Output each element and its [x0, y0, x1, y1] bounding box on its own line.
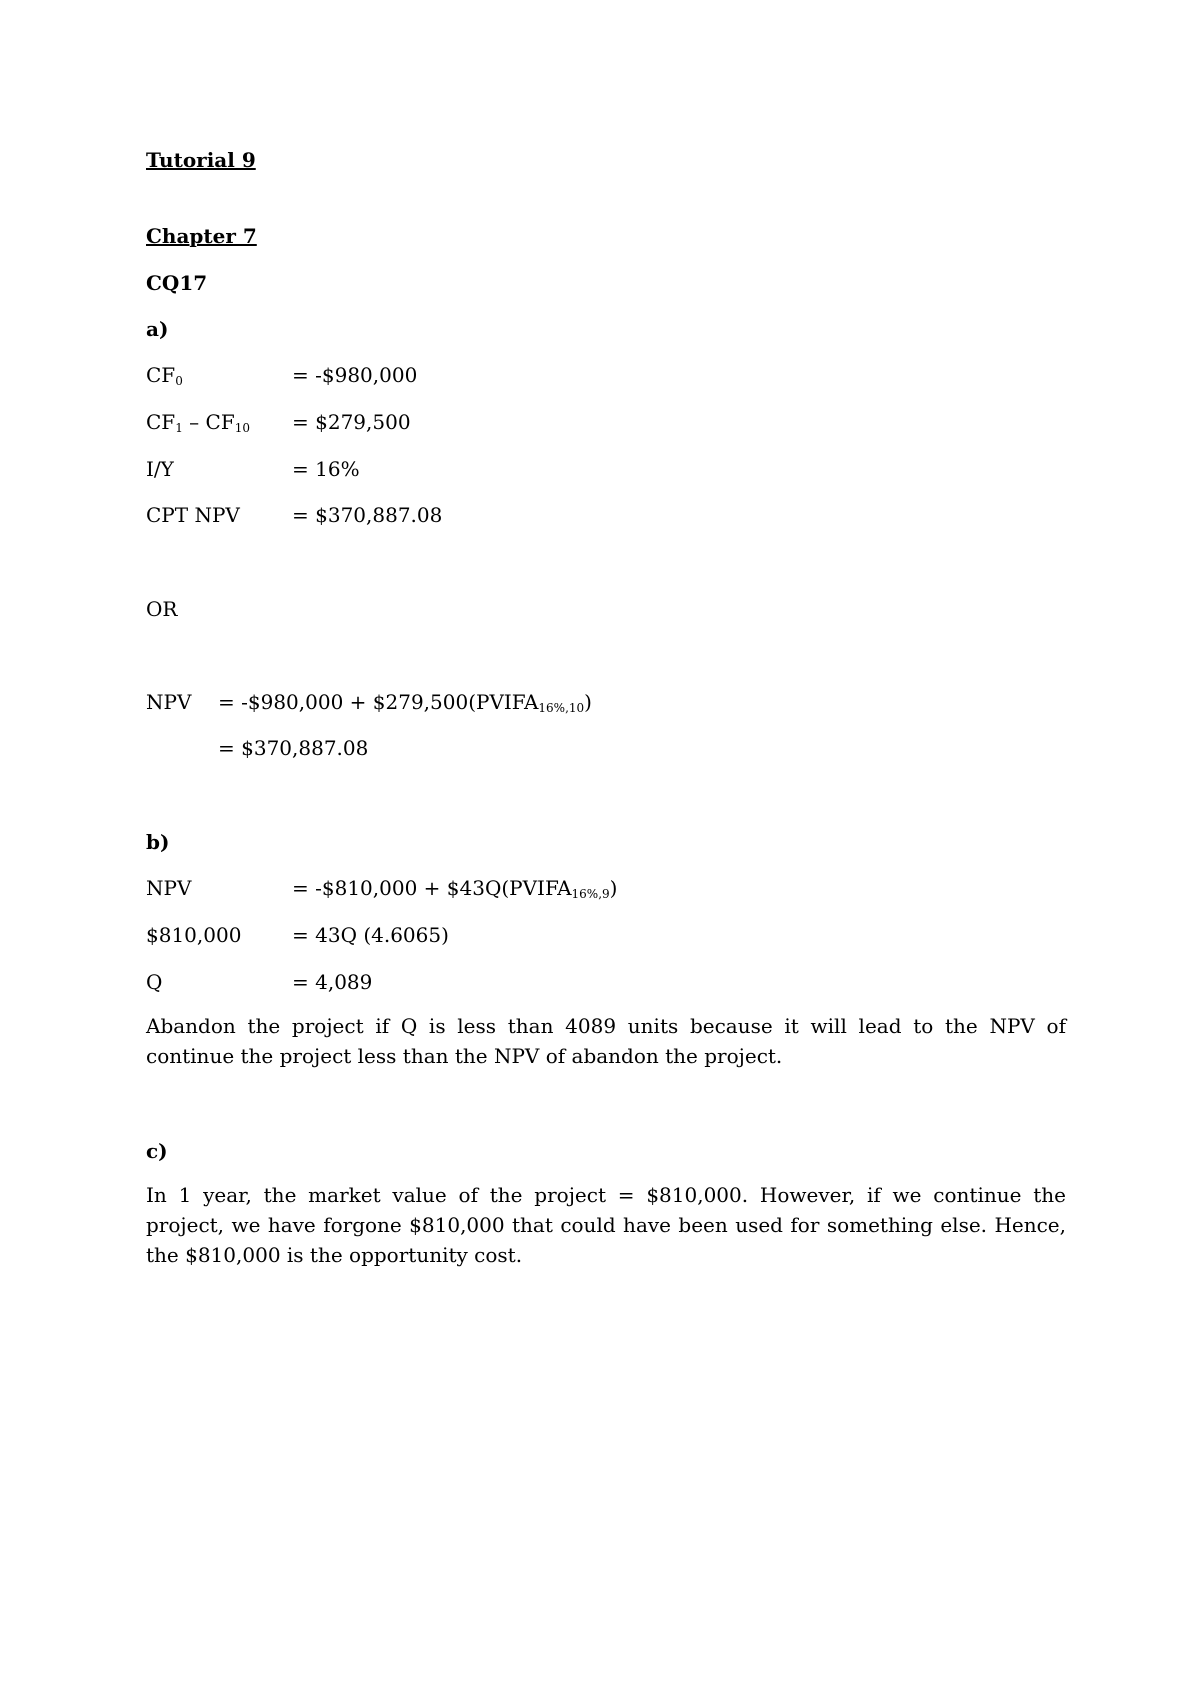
q-value: = 4,089	[292, 970, 373, 994]
iy-value: = 16%	[292, 457, 360, 481]
npv-b-label: NPV	[146, 876, 192, 900]
cf1-cf10-value: = $279,500	[292, 410, 411, 434]
cpt-npv-label: CPT NPV	[146, 503, 240, 527]
npv-formula-line2: = $370,887.08	[218, 736, 369, 760]
part-b-explanation: Abandon the project if Q is less than 4089 units because it will lead to the NPV of continue the project less than the NPV of abandon the project.	[146, 1014, 1066, 1068]
part-a-label: a)	[146, 317, 169, 341]
npv-b-value: = -$810,000 + $\$43Q(PVIFA_{16\%,9})$	[292, 876, 618, 901]
part-b-label: b)	[146, 830, 170, 854]
cpt-npv-value: = $370,887.08	[292, 503, 443, 527]
document-title: Tutorial 9	[146, 148, 256, 172]
part-c-label: c)	[146, 1139, 168, 1163]
or-text: OR	[146, 597, 178, 621]
cf0-value: = -$980,000	[292, 363, 418, 387]
part-c-explanation: In 1 year, the market value of the project = $810,000. However, if we continue the project, we have forgone $810,000 that could have been used for something else. Hence, the $810,000 is the opportunity cost.	[146, 1183, 1066, 1267]
question-heading: CQ17	[146, 271, 208, 295]
npv-formula-label: NPV	[146, 690, 192, 714]
chapter-heading: Chapter 7	[146, 224, 257, 248]
cf0-label: $CF_0$	[146, 363, 183, 388]
amount-label: $810,000	[146, 923, 242, 947]
iy-label: I/Y	[146, 457, 174, 481]
amount-value: = 43Q (4.6065)	[292, 923, 449, 947]
cf1-cf10-label: $CF_1 - CF_{10}$	[146, 410, 251, 435]
npv-formula-line1: = -$980,000 + $\$279,500(PVIFA_{16\%,10})$	[218, 690, 592, 715]
q-label: Q	[146, 970, 163, 994]
